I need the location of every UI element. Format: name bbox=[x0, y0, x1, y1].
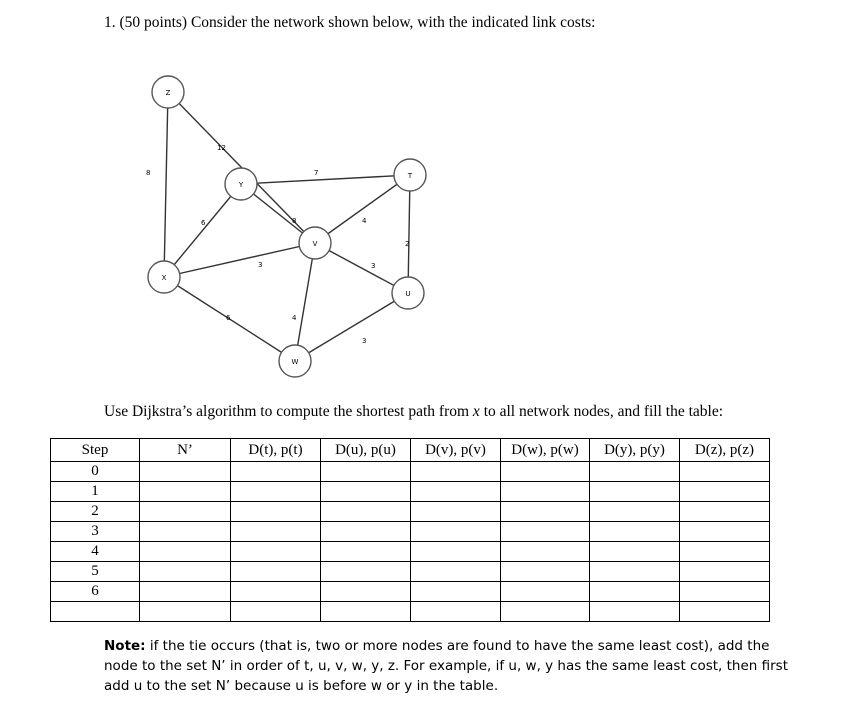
cost-v-t: 4 bbox=[362, 217, 367, 225]
table-row bbox=[51, 562, 770, 582]
table-row bbox=[51, 582, 770, 602]
header-dy: D(y), p(y) bbox=[590, 439, 680, 462]
edge-t-u bbox=[408, 175, 410, 293]
answer-cell[interactable] bbox=[590, 542, 680, 562]
answer-cell[interactable] bbox=[501, 482, 590, 502]
step-cell: 4 bbox=[51, 542, 140, 562]
cost-w-u: 3 bbox=[362, 337, 367, 345]
answer-cell[interactable] bbox=[231, 562, 321, 582]
header-step: Step bbox=[51, 439, 140, 462]
dijkstra-table bbox=[50, 438, 770, 622]
answer-cell[interactable] bbox=[501, 582, 590, 602]
note-label: Note: bbox=[104, 638, 146, 654]
table-row bbox=[51, 462, 770, 482]
answer-cell[interactable] bbox=[321, 602, 411, 622]
answer-cell[interactable] bbox=[680, 562, 770, 582]
cost-v-w: 4 bbox=[292, 314, 297, 322]
table-row bbox=[51, 542, 770, 562]
answer-cell[interactable] bbox=[411, 502, 501, 522]
step-cell: 6 bbox=[51, 582, 140, 602]
instruction-before: Use Dijkstra’s algorithm to compute the shortest path from bbox=[104, 403, 473, 420]
node-z-label: Z bbox=[165, 89, 171, 97]
answer-cell[interactable] bbox=[140, 482, 231, 502]
answer-cell[interactable] bbox=[411, 602, 501, 622]
answer-cell[interactable] bbox=[231, 602, 321, 622]
table-row bbox=[51, 522, 770, 542]
cost-z-x: 8 bbox=[146, 169, 151, 177]
answer-cell[interactable] bbox=[680, 462, 770, 482]
answer-cell[interactable] bbox=[411, 462, 501, 482]
answer-cell[interactable] bbox=[501, 562, 590, 582]
node-w bbox=[279, 345, 311, 377]
node-u-label: U bbox=[405, 290, 411, 298]
node-z bbox=[152, 76, 184, 108]
answer-cell[interactable] bbox=[321, 542, 411, 562]
answer-cell[interactable] bbox=[231, 482, 321, 502]
header-dz: D(z), p(z) bbox=[680, 439, 770, 462]
answer-cell[interactable] bbox=[590, 522, 680, 542]
answer-cell[interactable] bbox=[501, 502, 590, 522]
node-v-label: V bbox=[312, 240, 318, 248]
header-dv: D(v), p(v) bbox=[411, 439, 501, 462]
answer-cell[interactable] bbox=[501, 542, 590, 562]
cost-z-v: 12 bbox=[217, 144, 226, 152]
header-n-prime: N’ bbox=[140, 439, 231, 462]
answer-cell[interactable] bbox=[321, 462, 411, 482]
answer-cell[interactable] bbox=[590, 602, 680, 622]
answer-cell[interactable] bbox=[321, 522, 411, 542]
table-row bbox=[51, 502, 770, 522]
table-row bbox=[51, 482, 770, 502]
edge-y-x bbox=[164, 184, 241, 277]
edge-y-t bbox=[241, 175, 410, 184]
answer-cell[interactable] bbox=[590, 482, 680, 502]
answer-cell[interactable] bbox=[680, 502, 770, 522]
header-du: D(u), p(u) bbox=[321, 439, 411, 462]
answer-cell[interactable] bbox=[321, 562, 411, 582]
answer-cell[interactable] bbox=[140, 522, 231, 542]
answer-cell[interactable] bbox=[501, 522, 590, 542]
answer-cell[interactable] bbox=[590, 562, 680, 582]
cost-v-u: 3 bbox=[371, 262, 376, 270]
answer-cell[interactable] bbox=[501, 602, 590, 622]
answer-cell[interactable] bbox=[680, 542, 770, 562]
node-t-label: T bbox=[407, 172, 413, 180]
step-cell: 0 bbox=[51, 462, 140, 482]
answer-cell[interactable] bbox=[411, 522, 501, 542]
answer-cell[interactable] bbox=[231, 502, 321, 522]
step-cell: 2 bbox=[51, 502, 140, 522]
answer-cell[interactable] bbox=[140, 582, 231, 602]
instruction-var: x bbox=[472, 403, 480, 420]
answer-cell[interactable] bbox=[140, 462, 231, 482]
question-text: 1. (50 points) Consider the network shown below, with the indicated link costs: bbox=[104, 14, 596, 31]
answer-cell[interactable] bbox=[231, 542, 321, 562]
answer-cell[interactable] bbox=[411, 482, 501, 502]
answer-cell[interactable] bbox=[140, 602, 231, 622]
cost-x-v: 3 bbox=[258, 261, 263, 269]
answer-cell[interactable] bbox=[680, 582, 770, 602]
step-cell: 1 bbox=[51, 482, 140, 502]
edge-v-w bbox=[295, 243, 315, 361]
cost-y-x: 6 bbox=[201, 219, 206, 227]
dijkstra-table-wrapper bbox=[50, 438, 770, 622]
instruction-after: to all network nodes, and fill the table: bbox=[479, 403, 724, 420]
step-cell: 3 bbox=[51, 522, 140, 542]
answer-cell[interactable] bbox=[590, 582, 680, 602]
note-body: if the tie occurs (that is, two or more nodes are found to have the same least cost), add the node to the set N’ in order of t, u, v, w, y, z. For example, if u, w, y has the same least cost, then first add u to the set N’ because u is before w or y in the table. bbox=[104, 638, 789, 694]
step-cell: 5 bbox=[51, 562, 140, 582]
note-text bbox=[104, 636, 794, 696]
cost-t-u: 2 bbox=[405, 240, 410, 248]
answer-cell[interactable] bbox=[321, 482, 411, 502]
table-row bbox=[51, 602, 770, 622]
node-y bbox=[225, 168, 257, 200]
answer-cell[interactable] bbox=[140, 502, 231, 522]
node-y-label: Y bbox=[238, 181, 244, 189]
instruction-text bbox=[104, 403, 723, 421]
answer-cell[interactable] bbox=[321, 582, 411, 602]
answer-cell[interactable] bbox=[411, 542, 501, 562]
header-dt: D(t), p(t) bbox=[231, 439, 321, 462]
answer-cell[interactable] bbox=[411, 582, 501, 602]
node-t bbox=[394, 159, 426, 191]
answer-cell[interactable] bbox=[231, 522, 321, 542]
answer-cell[interactable] bbox=[680, 482, 770, 502]
edge-x-v bbox=[164, 243, 315, 277]
answer-cell[interactable] bbox=[680, 602, 770, 622]
answer-cell[interactable] bbox=[411, 562, 501, 582]
node-u bbox=[392, 277, 424, 309]
cost-y-t: 7 bbox=[314, 169, 319, 177]
node-x-label: X bbox=[161, 274, 167, 282]
cost-y-v: 8 bbox=[292, 217, 297, 225]
answer-cell[interactable] bbox=[140, 562, 231, 582]
answer-cell[interactable] bbox=[321, 502, 411, 522]
edge-v-t bbox=[315, 175, 410, 243]
node-x bbox=[148, 261, 180, 293]
node-w-label: W bbox=[291, 358, 299, 366]
answer-cell[interactable] bbox=[140, 542, 231, 562]
answer-cell[interactable] bbox=[590, 462, 680, 482]
edge-z-x bbox=[164, 92, 168, 277]
step-cell bbox=[51, 602, 140, 622]
answer-cell[interactable] bbox=[231, 582, 321, 602]
cost-x-w: 6 bbox=[226, 314, 231, 322]
node-v bbox=[299, 227, 331, 259]
answer-cell[interactable] bbox=[231, 462, 321, 482]
answer-cell[interactable] bbox=[501, 462, 590, 482]
table-header-row bbox=[51, 439, 770, 462]
header-dw: D(w), p(w) bbox=[501, 439, 590, 462]
answer-cell[interactable] bbox=[680, 522, 770, 542]
answer-cell[interactable] bbox=[590, 502, 680, 522]
table-body bbox=[51, 462, 770, 622]
edge-w-u bbox=[295, 293, 408, 361]
